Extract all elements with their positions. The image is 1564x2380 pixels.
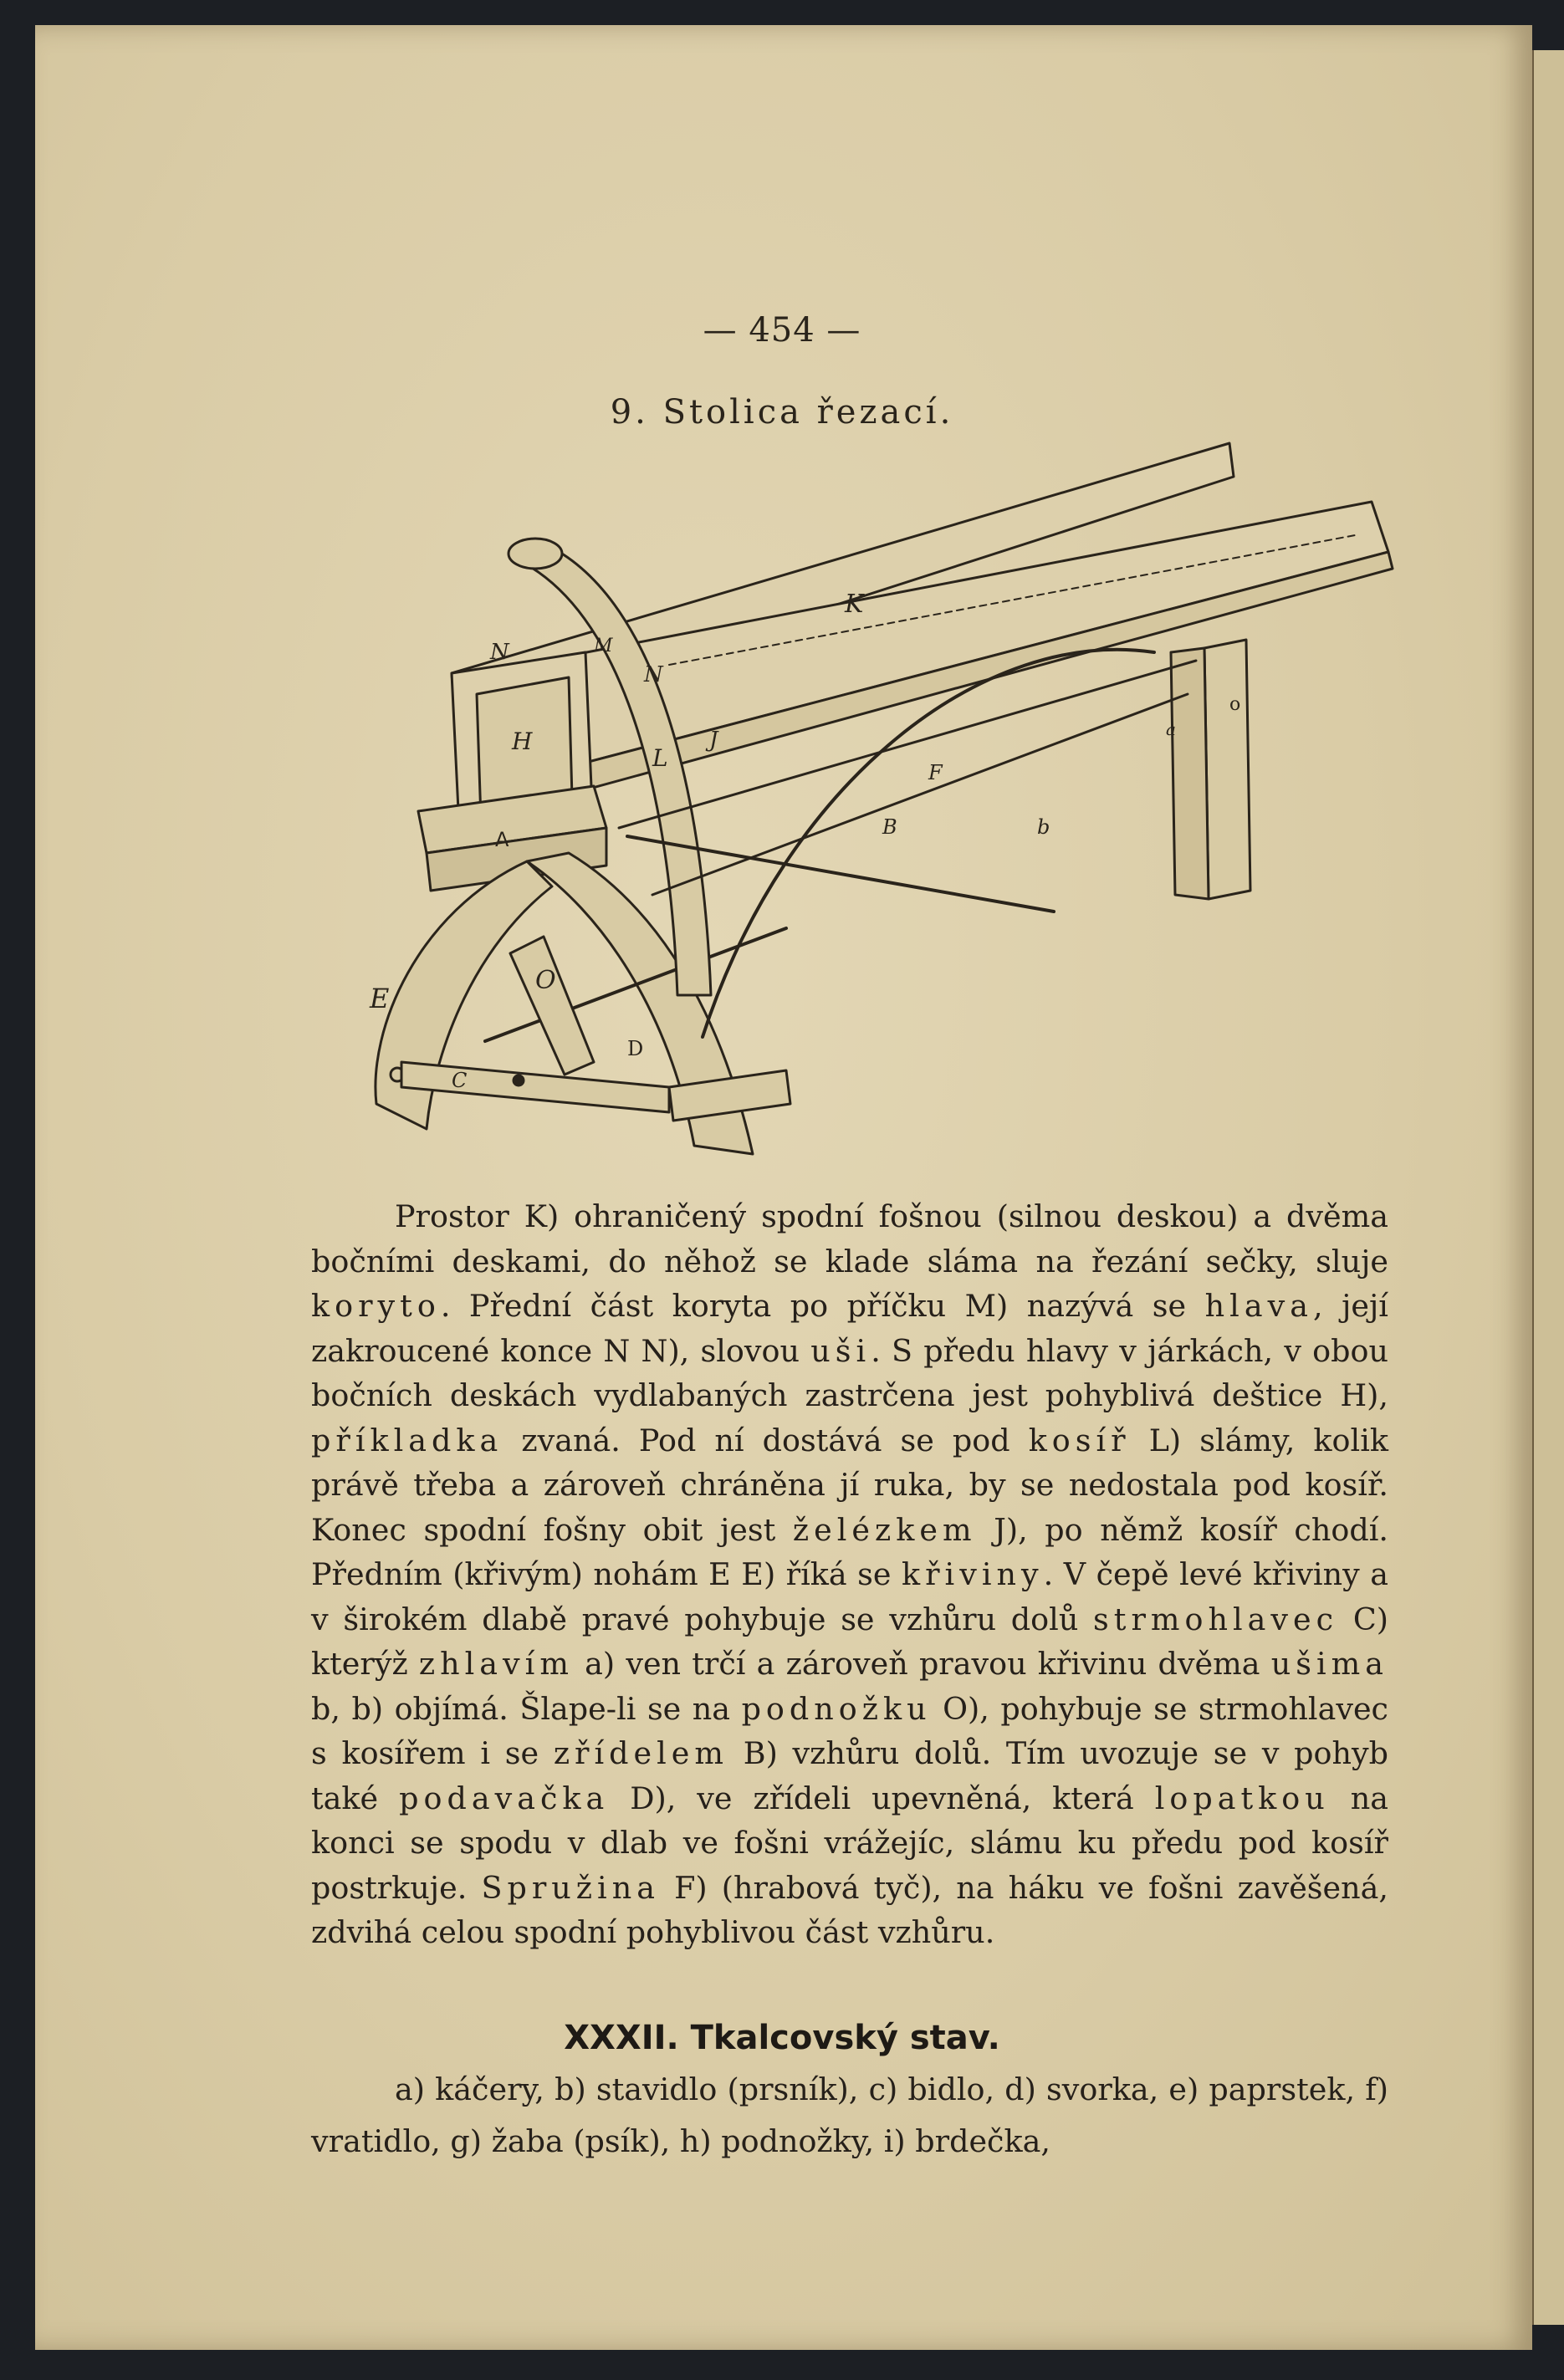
- term-podnozku: podnožku: [741, 1690, 932, 1727]
- text-run: F) (hrabová tyč), na háku ve fošni zavěšená, zdvihá celou spodní pohyblivou část vzhůru.: [311, 1869, 1388, 1950]
- label-D: D: [627, 1037, 644, 1060]
- term-prikladka: příkladka: [311, 1422, 503, 1458]
- label-A: A: [495, 828, 509, 851]
- label-J: J: [709, 728, 718, 753]
- loom-parts-paragraph: a) káčery, b) stavidlo (prsník), c) bidlo, d) svorka, e) paprstek, f) vratidlo, g) žaba (psík), h) podnožky, i) brdečka,: [311, 2071, 1388, 2159]
- straw-cutter-illustration: [318, 426, 1405, 1196]
- text-run: L) slámy, kolik právě třeba a zároveň chráněna jí ruka, by se nedostala pod kosíř. Konec spodní fošny obit jest: [311, 1422, 1388, 1548]
- next-page-edge: [1532, 50, 1564, 2325]
- straw-cutter-drawing: [318, 426, 1405, 1196]
- term-lopatkou: lopatkou: [1154, 1780, 1330, 1816]
- text-run: . S předu hlavy v járkách, v obou bočních deskách vydlabaných zastrčena jest pohyblivá deštice H),: [311, 1332, 1389, 1413]
- term-strmohlavec: strmohlavec: [1093, 1601, 1339, 1637]
- chapter-heading: XXXII. Tkalcovský stav.: [564, 2019, 1000, 2057]
- term-usi: uši: [810, 1332, 871, 1369]
- term-koryto: koryto: [311, 1288, 441, 1324]
- label-C: C: [452, 1069, 468, 1092]
- label-E: E: [370, 983, 390, 1014]
- text-run: b, b) objímá. Šlape-li se na: [311, 1690, 742, 1727]
- term-podavacka: podavačka: [399, 1780, 610, 1816]
- term-kriviny: křiviny: [901, 1556, 1044, 1592]
- text-run: C) kterýž: [311, 1601, 1388, 1682]
- label-K: K: [845, 590, 864, 619]
- text-run: O), pohybuje se strmohlavec s kosířem i se: [311, 1690, 1388, 1771]
- label-B: B: [882, 815, 897, 839]
- term-kosir: kosíř: [1028, 1422, 1131, 1458]
- label-O: O: [535, 966, 556, 995]
- text-run: . Přední část koryta po příčku M) nazývá se: [440, 1288, 1205, 1324]
- term-usima: ušima: [1270, 1646, 1388, 1682]
- body-paragraph: [311, 1194, 1388, 1955]
- text-run: Prostor K) ohraničený spodní fošnou (silnou deskou) a dvěma bočními deskami, do něhož se klade sláma na řezání sečky, sluje: [311, 1198, 1388, 1279]
- text-run: na konci se spodu v dlab ve fošni vrážejíc, slámu ku předu pod kosíř postrkuje.: [311, 1780, 1388, 1906]
- label-o: o: [1229, 694, 1241, 715]
- label-L: L: [652, 744, 668, 772]
- section-title: 9. Stolica řezací.: [610, 393, 954, 432]
- text-run: , její zakroucené konce N N), slovou: [311, 1288, 1388, 1369]
- loom-parts-list: [311, 2064, 1388, 2168]
- label-H: H: [512, 728, 533, 755]
- text-run: . V čepě levé křiviny a v širokém dlabě pravé pohybuje se vzhůru dolů: [311, 1556, 1388, 1637]
- term-zhlavim: zhlavím: [418, 1646, 574, 1682]
- term-zridelem: zřídelem: [553, 1735, 729, 1771]
- text-run: zvaná. Pod ní dostává se pod: [503, 1422, 1029, 1458]
- text-run: D), ve zřídeli upevněná, která: [609, 1780, 1155, 1816]
- term-zelezkem: želézkem: [792, 1511, 977, 1548]
- page-number: — 454 —: [703, 311, 861, 350]
- text-run: a) ven trčí a zároveň pravou křivinu dvěma: [573, 1646, 1271, 1682]
- label-a: a: [1166, 719, 1176, 739]
- term-hlava: hlava: [1204, 1288, 1313, 1324]
- text-run: J), po němž kosíř chodí. Předním (křivým) nohám E E) říká se: [311, 1511, 1388, 1592]
- description-paragraph: [311, 1194, 1388, 1955]
- label-b: b: [1037, 815, 1050, 839]
- label-M: M: [594, 636, 613, 656]
- label-N-left: N: [490, 640, 509, 665]
- label-N-right: N: [644, 662, 663, 687]
- term-spruzina: Spružina: [481, 1869, 660, 1906]
- text-run: B) vzhůru dolů. Tím uvozuje se v pohyb také: [311, 1735, 1389, 1816]
- label-F: F: [928, 761, 943, 784]
